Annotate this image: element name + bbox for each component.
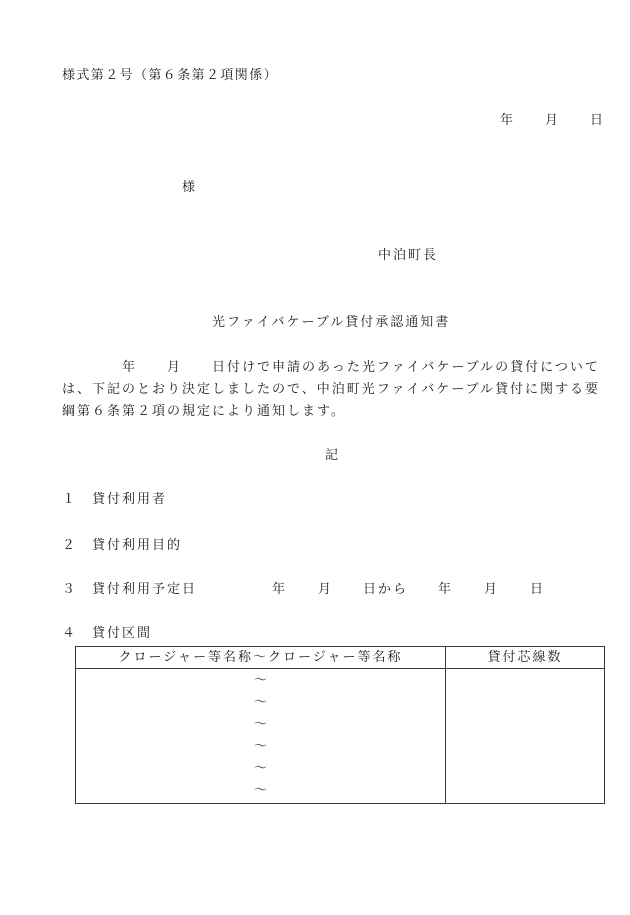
item-number: １ xyxy=(62,492,78,507)
table-row: ～ xyxy=(253,673,267,688)
date-to-day: 日 xyxy=(530,582,546,597)
addressee-suffix: 様 xyxy=(182,180,198,195)
item-number: ２ xyxy=(62,538,78,553)
section-table xyxy=(75,646,605,804)
table-row: ～ xyxy=(253,739,267,754)
issue-date-line: 年 月 日 xyxy=(500,113,606,128)
item-label: 貸付利用予定日 xyxy=(92,582,198,597)
body-line: 年 月 日付けで申請のあった光ファイバケーブルの貸付について xyxy=(62,360,600,375)
notation-ki: 記 xyxy=(325,448,341,463)
form-number: 様式第２号（第６条第２項関係） xyxy=(62,68,279,83)
document-title: 光ファイバケーブル貸付承認通知書 xyxy=(212,315,451,330)
core-count-column xyxy=(446,669,604,803)
item-number: ４ xyxy=(62,626,78,641)
table-row: ～ xyxy=(253,695,267,710)
date-to-year: 年 xyxy=(438,582,454,597)
table-row: ～ xyxy=(253,783,267,798)
body-line: 綱第６条第２項の規定により通知します。 xyxy=(62,404,346,419)
item-label: 貸付利用目的 xyxy=(92,538,183,553)
date-to-month: 月 xyxy=(484,582,500,597)
body-paragraph xyxy=(62,357,600,423)
item-label: 貸付利用者 xyxy=(92,492,168,507)
closure-range-column xyxy=(76,669,446,803)
date-from-month: 月 xyxy=(318,582,334,597)
date-from-day: 日から xyxy=(363,582,409,597)
body-line: は、下記のとおり決定しましたので、中泊町光ファイバケーブル貸付に関する要 xyxy=(62,382,601,397)
item-label: 貸付区間 xyxy=(92,626,153,641)
table-header-core-count: 貸付芯線数 xyxy=(487,650,563,665)
table-header-closure-names: クロージャー等名称～クロージャー等名称 xyxy=(76,647,446,668)
table-row: ～ xyxy=(253,717,267,732)
item-number: ３ xyxy=(62,582,78,597)
issuer-name: 中泊町長 xyxy=(378,248,439,263)
table-row: ～ xyxy=(253,761,267,776)
date-from-year: 年 xyxy=(272,582,288,597)
table-body xyxy=(76,669,604,803)
table-header-row xyxy=(76,647,604,669)
